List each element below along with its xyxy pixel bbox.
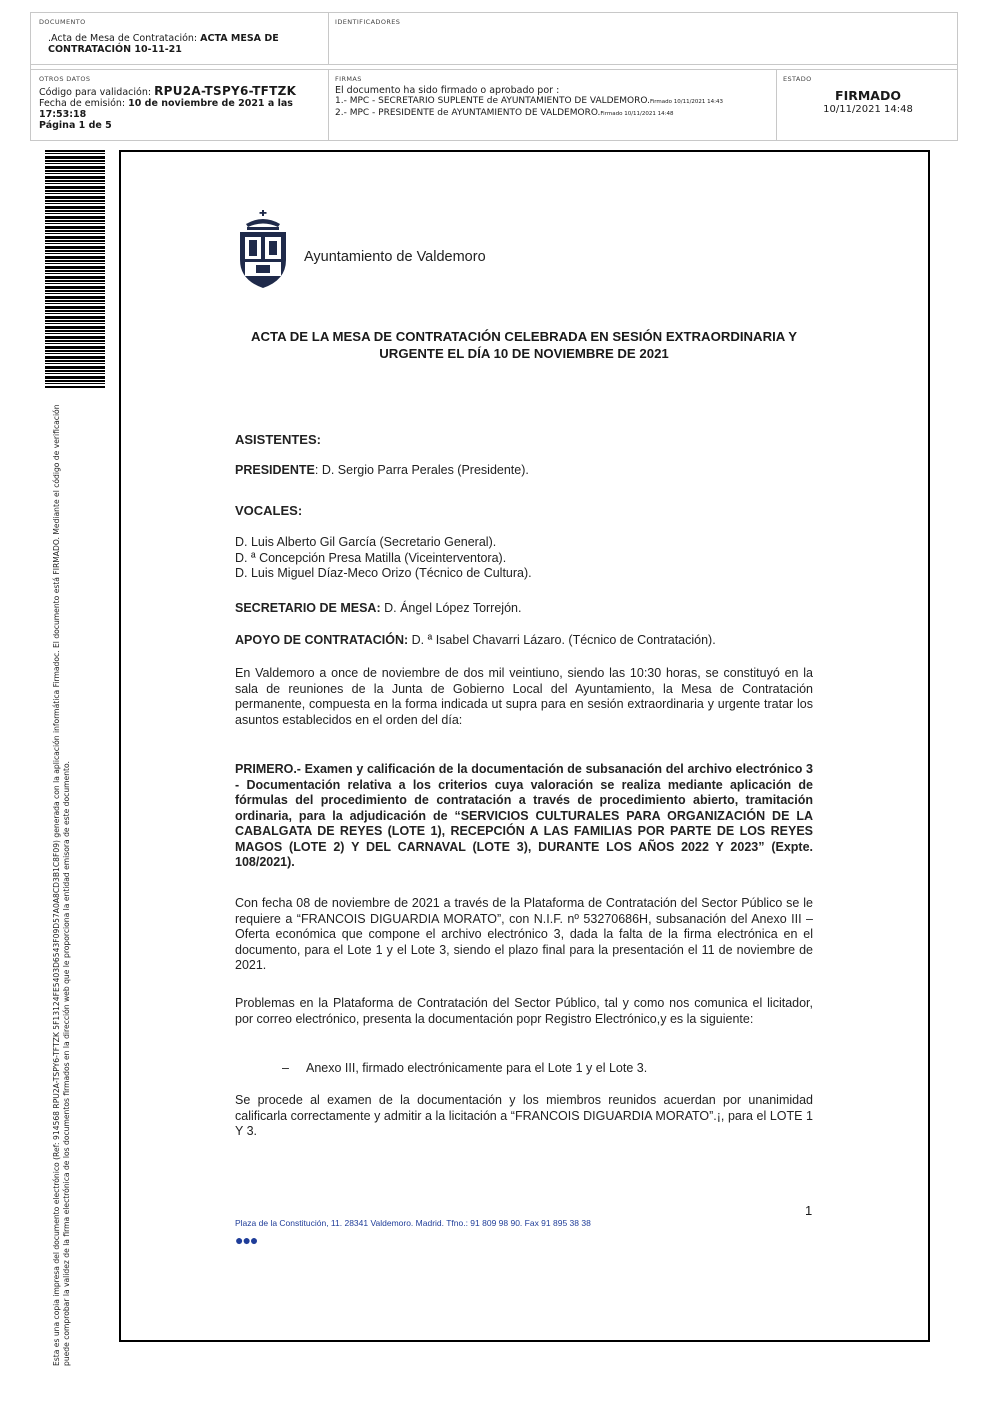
paragraph-subsanacion: Con fecha 08 de noviembre de 2021 a través de la Plataforma de Contratación del Sector Público se le requiere a “FRANCOIS DIGUARDIA MORATO”, con N.I.F. nº 53270686H, subsanación del Anexo III – Oferta económica que compone el archivo electrónico 3, dada la falta de la firma electrónica en el documento, para el Lote 1 y el Lote 3, siendo el plazo final para la presentación el 11 de noviembre de 2021.	[235, 896, 813, 972]
fecha-emision	[39, 98, 329, 120]
vocales-heading: VOCALES:	[235, 503, 303, 518]
firmas-intro: El documento ha sido firmado o aprobado por :	[335, 85, 560, 96]
estado-cell	[777, 70, 959, 141]
documento-title: ACTA MESA DE CONTRATACIÓN 10-11-21	[48, 33, 279, 55]
side-line-2: puede comprobar la validez de la firma electrónica de los documentos firmados en la dirección web que le proporciona la entidad emisora de este documento.	[62, 761, 71, 1366]
barcode	[45, 150, 105, 388]
side-line-1: Esta es una copia impresa del documento electrónico (Ref: 914568 RPU2A-TSPY6-TFTZK 5F13124FE5403D6543F09D57A0A8CD3B1C8F09) generada con la aplicación informática Firmadoc. El documento está FIRMADO. Mediante el código de verificación	[52, 404, 61, 1366]
presidente-label: PRESIDENTE	[235, 463, 315, 477]
act-title: ACTA DE LA MESA DE CONTRATACIÓN CELEBRADA EN SESIÓN EXTRAORDINARIA Y URGENTE EL DÍA 10 DE NOVIEMBRE DE 2021	[250, 329, 798, 361]
footer-dots: ●●●	[235, 1232, 258, 1248]
firma-1	[335, 96, 775, 108]
otros-datos-label: OTROS DATOS	[39, 75, 91, 83]
bullet-dash: –	[282, 1061, 289, 1075]
vocal-item: D. ª Concepción Presa Matilla (Viceinterventora).	[235, 550, 507, 565]
header-row-bottom	[31, 69, 957, 141]
estado-date: 10/11/2021 14:48	[823, 104, 913, 115]
estado-value: FIRMADO	[835, 88, 901, 103]
paragraph-resolucion: Se procede al examen de la documentación y los miembros reunidos acuerdan por unanimidad calificarla correctamente y admitir a la licitación a “FRANCOIS DIGUARDIA MORATO”.¡, para el LOTE 1 Y 3.	[235, 1093, 813, 1138]
documento-value	[48, 33, 318, 55]
footer-address: Plaza de la Constitución, 11. 28341 Valdemoro. Madrid. Tfno.: 91 809 98 90. Fax 91 895 38 38	[235, 1218, 591, 1228]
documento-prefix: .Acta de Mesa de Contratación:	[48, 33, 201, 44]
firma-2	[335, 108, 775, 120]
secretario-value: D. Ángel López Torrejón.	[380, 601, 522, 615]
vocales-list	[235, 535, 813, 582]
presidente-line	[235, 463, 813, 479]
otros-datos-cell	[31, 70, 329, 141]
firma-2-date: Firmado 10/11/2021 14:48	[600, 111, 674, 117]
organization-name: Ayuntamiento de Valdemoro	[304, 249, 486, 265]
paragraph-problemas: Problemas en la Plataforma de Contratación del Sector Público, tal y como nos comunica el licitador, por correo electrónico, presenta la documentación popr Registro Electrónico,y es la siguiente:	[235, 996, 813, 1026]
codigo-label: Código para validación:	[39, 87, 155, 98]
documento-cell	[31, 13, 329, 64]
asistentes-heading: ASISTENTES:	[235, 432, 321, 447]
apoyo-line	[235, 633, 813, 649]
documento-label: DOCUMENTO	[39, 18, 86, 26]
codigo-validacion	[39, 86, 329, 98]
firmas-label: FIRMAS	[335, 75, 362, 83]
firma-1-text: 1.- MPC - SECRETARIO SUPLENTE de AYUNTAMIENTO DE VALDEMORO.	[335, 96, 650, 106]
secretario-line	[235, 601, 813, 617]
primero-item: PRIMERO.- Examen y calificación de la documentación de subsanación del archivo electrónico 3 - Documentación relativa a los criterios cuya valoración se realiza mediante aplicación de fórmulas del procedimiento de contratación a través de procedimiento abierto, tramitación ordinaria, para la adjudicación de “SERVICIOS CULTURALES PARA ORGANIZACIÓN DE LA CABALGATA DE REYES (LOTE 1), RECEPCIÓN A LAS FAMILIAS POR PARTE DE LOS REYES MAGOS (LOTE 2) Y DEL CARNAVAL (LOTE 3), DURANTE LOS AÑOS 2022 Y 2023” (Expte. 108/2021).	[235, 762, 813, 869]
identificadores-label: IDENTIFICADORES	[335, 18, 401, 26]
bullet-item: Anexo III, firmado electrónicamente para el Lote 1 y el Lote 3.	[306, 1061, 648, 1075]
codigo-value: RPU2A-TSPY6-TFTZK	[154, 84, 297, 98]
fecha-value: 10 de noviembre de 2021 a las 17:53:18	[39, 98, 293, 120]
apoyo-label: APOYO DE CONTRATACIÓN:	[235, 633, 409, 647]
header-row-top	[31, 13, 957, 65]
firma-1-date: Firmado 10/11/2021 14:43	[649, 99, 724, 105]
vocal-item: D. Luis Miguel Díaz-Meco Orizo (Técnico de Cultura).	[235, 566, 532, 580]
secretario-label: SECRETARIO DE MESA:	[235, 601, 381, 615]
coat-of-arms-logo	[236, 210, 290, 290]
otros-datos-values	[39, 86, 329, 131]
page-number: 1	[805, 1203, 813, 1218]
firma-2-text: 2.- MPC - PRESIDENTE de AYUNTAMIENTO DE VALDEMORO.	[335, 108, 601, 118]
document-header	[30, 12, 958, 141]
presidente-value: : D. Sergio Parra Perales (Presidente).	[314, 463, 529, 477]
vocal-item: D. Luis Alberto Gil García (Secretario General).	[235, 535, 497, 549]
verification-side-text	[52, 386, 72, 1366]
opening-paragraph: En Valdemoro a once de noviembre de dos mil veintiuno, siendo las 10:30 horas, se constituyó en la sala de reuniones de la Junta de Gobierno Local del Ayuntamiento, la Mesa de Contratación permanente, compuesta en la forma indicada ut supra para en sesión extraordinaria y urgente tratar los asuntos establecidos en el orden del día:	[235, 666, 813, 727]
apoyo-value: D. ª Isabel Chavarri Lázaro. (Técnico de Contratación).	[408, 633, 716, 647]
identificadores-cell	[329, 13, 959, 64]
firmas-cell	[329, 70, 777, 141]
fecha-label: Fecha de emisión:	[39, 98, 129, 109]
pagina: Página 1 de 5	[39, 120, 112, 131]
estado-label: ESTADO	[783, 75, 812, 83]
firmas-list	[335, 85, 775, 120]
